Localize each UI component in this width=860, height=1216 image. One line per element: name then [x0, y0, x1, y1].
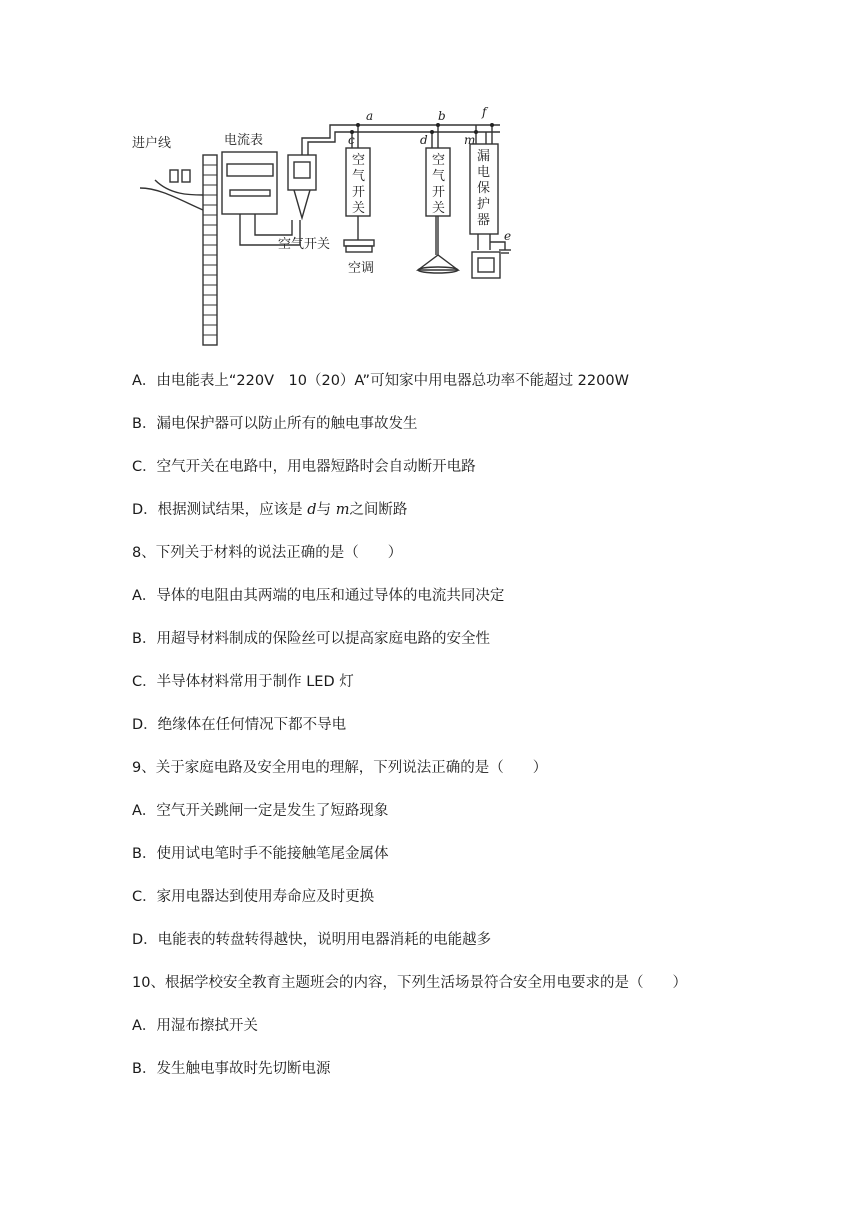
- q9-option-b: B．使用试电笔时手不能接触笔尾金属体: [132, 846, 389, 862]
- q8-option-c: C．半导体材料常用于制作 LED 灯: [132, 674, 354, 690]
- wall: [203, 155, 217, 345]
- svg-text:气: 气: [432, 169, 446, 184]
- svg-text:空: 空: [432, 153, 446, 168]
- circuit-figure: [120, 100, 520, 350]
- q9-stem: 9、关于家庭电路及安全用电的理解，下列说法正确的是（ ）: [132, 760, 548, 776]
- svg-text:关: 关: [352, 201, 366, 216]
- svg-text:气: 气: [352, 169, 366, 184]
- circuit-diagram: [120, 100, 520, 350]
- point-f: f: [482, 105, 487, 119]
- svg-text:电: 电: [477, 165, 491, 180]
- q7-option-c: C．空气开关在电路中，用电器短路时会自动断开电路: [132, 459, 476, 475]
- svg-text:保: 保: [477, 181, 491, 196]
- point-c: c: [348, 133, 355, 147]
- leakage-protector-label: [477, 149, 490, 228]
- meter-box: [222, 152, 277, 214]
- q8-stem: 8、下列关于材料的说法正确的是（ ）: [132, 545, 403, 561]
- point-b: b: [438, 109, 446, 123]
- point-e: e: [504, 229, 512, 243]
- breaker2-label: [432, 152, 445, 216]
- main-switch-body: [288, 155, 316, 190]
- point-a: a: [366, 109, 374, 123]
- q8-option-b: B．用超导材料制成的保险丝可以提高家庭电路的安全性: [132, 631, 490, 647]
- svg-text:开: 开: [352, 185, 366, 200]
- q8-option-a: A．导体的电阻由其两端的电压和通过导体的电流共同决定: [132, 588, 505, 604]
- svg-text:开: 开: [432, 185, 446, 200]
- svg-text:关: 关: [432, 201, 446, 216]
- q8-option-d: D．绝缘体在任何情况下都不导电: [132, 717, 347, 733]
- svg-text:漏: 漏: [477, 149, 491, 164]
- q10-option-b: B．发生触电事故时先切断电源: [132, 1061, 331, 1077]
- svg-text:器: 器: [477, 213, 491, 228]
- meter-label: 电流表: [224, 133, 264, 148]
- point-m: m: [464, 133, 476, 147]
- breaker1-label: [352, 152, 365, 216]
- q7-option-d: D．根据测试结果，应该是 d与 m之间断路: [132, 502, 408, 518]
- q10-option-a: A．用湿布擦拭开关: [132, 1018, 258, 1034]
- q10-stem: 10、根据学校安全教育主题班会的内容，下列生活场景符合安全用电要求的是（ ）: [132, 975, 687, 991]
- air-conditioner-label: 空调: [348, 261, 375, 276]
- incoming-line-label: 进户线: [132, 136, 172, 151]
- q7-option-a: A．由电能表上“220V 10（20）A”可知家中用电器总功率不能超过 2200W: [132, 373, 629, 389]
- svg-text:空: 空: [352, 153, 366, 168]
- main-switch-label: 空气开关: [278, 237, 331, 252]
- point-d: d: [420, 133, 428, 147]
- q9-option-d: D．电能表的转盘转得越快，说明用电器消耗的电能越多: [132, 932, 492, 948]
- q9-option-c: C．家用电器达到使用寿命应及时更换: [132, 889, 375, 905]
- q7-option-b: B．漏电保护器可以防止所有的触电事故发生: [132, 416, 418, 432]
- svg-text:护: 护: [477, 197, 491, 212]
- q9-option-a: A．空气开关跳闸一定是发生了短路现象: [132, 803, 389, 819]
